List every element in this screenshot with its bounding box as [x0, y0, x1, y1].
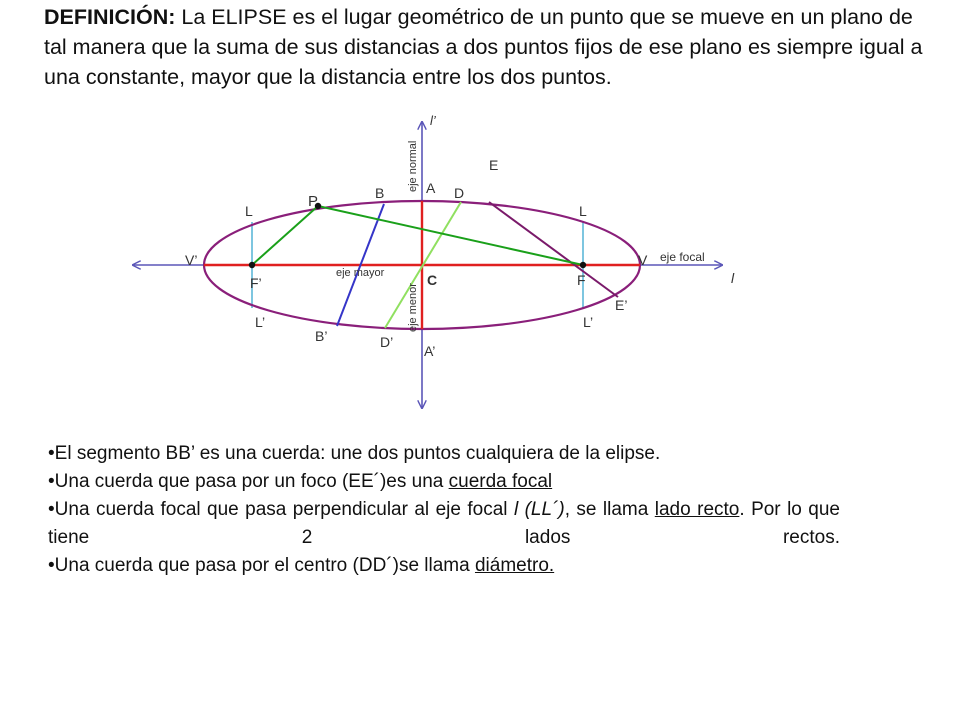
label-l-prime-top: l’ [430, 113, 436, 128]
label-f: F [577, 272, 586, 288]
bullet-list [48, 440, 840, 580]
label-f-prime: F’ [250, 275, 262, 291]
label-p: P [308, 193, 319, 210]
focus-f-prime [249, 262, 255, 268]
focus-f [580, 262, 586, 268]
bullet-text: Una cuerda que pasa por un foco (EE´)es una [54, 471, 449, 492]
label-eje-normal: eje normal [407, 140, 419, 192]
label-l-prime-left: L’ [255, 314, 266, 330]
label-a: A [426, 180, 436, 196]
label-v: V [638, 252, 648, 268]
label-l-prime-right: L’ [583, 314, 594, 330]
bullet-marker: • [48, 443, 55, 464]
bullet-marker: • [48, 471, 55, 492]
bullet-marker: • [48, 499, 55, 520]
bullet-item-chord [48, 440, 840, 468]
term-diametro: diámetro. [474, 555, 555, 576]
focal-radius-pf [318, 206, 583, 265]
label-d: D [454, 185, 465, 201]
bullet-item-latus-rectum [48, 496, 840, 552]
bullet-text: Una cuerda focal que pasa perpendicular al eje focal [54, 499, 514, 520]
label-l-left: L [245, 203, 253, 219]
label-b: B [375, 185, 385, 201]
bullet-italic-ll: l (LL´) [513, 499, 565, 520]
label-e-prime: E’ [615, 297, 628, 313]
label-eje-mayor: eje mayor [336, 267, 385, 279]
focal-chord-ee [489, 202, 618, 297]
label-l: l [731, 270, 735, 286]
bullet-marker: • [48, 555, 55, 576]
label-l-right: L [579, 203, 587, 219]
bullet-text: , se llama [564, 499, 655, 520]
bullet-item-diameter [48, 552, 840, 580]
label-eje-focal: eje focal [660, 250, 705, 264]
definition-text: La ELIPSE es el lugar geométrico de un punto que se mueve en un plano de tal manera que la suma de sus distancias a dos puntos fijos de ese plano es siempre igual a una constante, mayor que la distancia entre los dos puntos. [44, 5, 923, 89]
label-eje-menor: eje menor [407, 283, 419, 332]
label-c: C [427, 272, 438, 288]
bullet-item-focal-chord [48, 468, 840, 496]
label-b-prime: B’ [315, 328, 328, 344]
label-v-prime: V’ [185, 252, 198, 268]
bullet-text: . Por lo que tiene 2 lados rectos. [48, 499, 840, 548]
term-cuerda-focal: cuerda focal [448, 471, 553, 492]
definition-term: DEFINICIÓN: [44, 5, 176, 29]
term-lado-recto: lado recto [654, 499, 740, 520]
label-e: E [489, 157, 499, 173]
label-a-prime: A’ [424, 343, 436, 359]
bullet-text: El segmento BB’ es una cuerda: une dos puntos cualquiera de la elipse. [54, 443, 661, 464]
bullet-text: Una cuerda que pasa por el centro (DD´)se llama [54, 555, 475, 576]
label-d-prime: D’ [380, 334, 394, 350]
